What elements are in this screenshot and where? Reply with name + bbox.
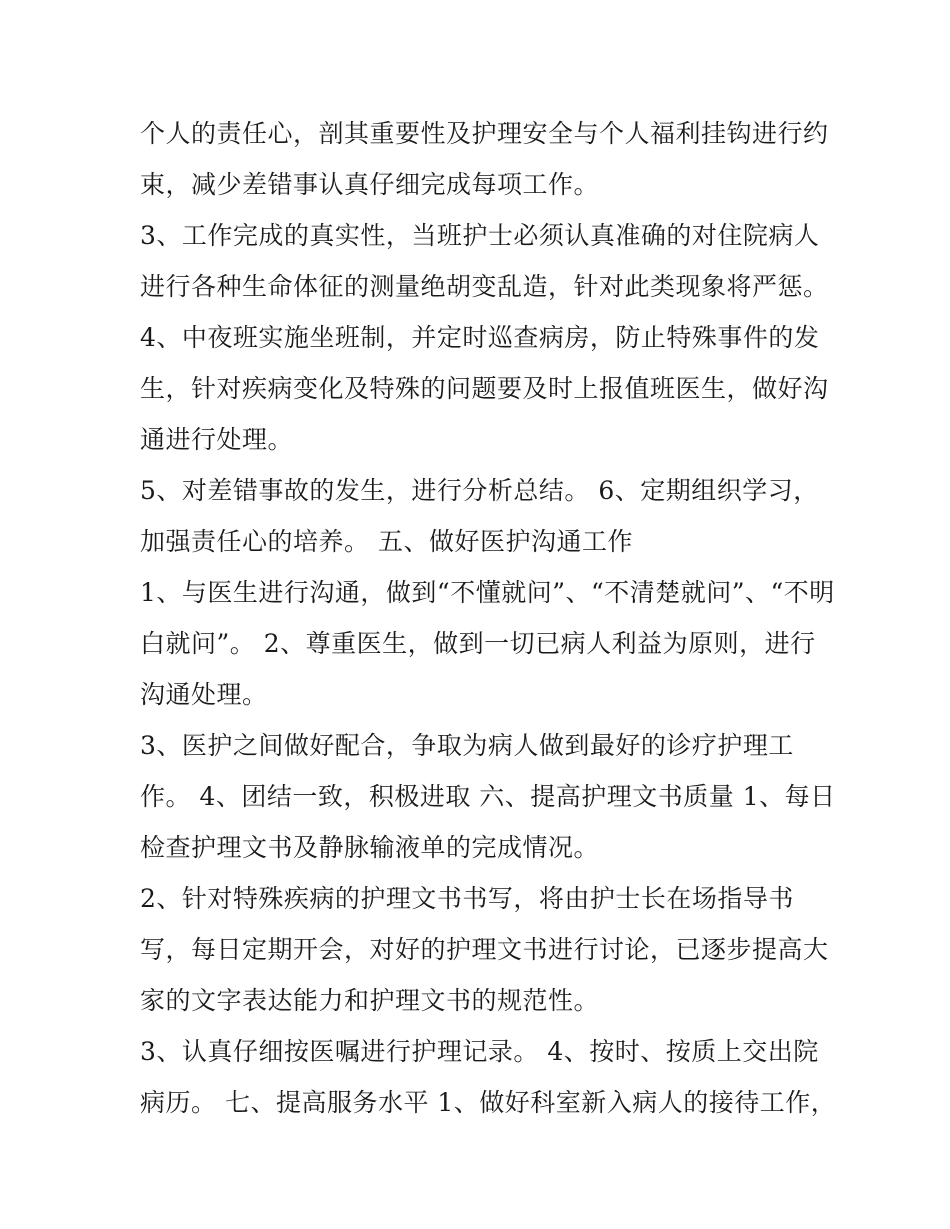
text-line: 通进行处理。 [140, 425, 294, 454]
text-line: 5、对差错事故的发生，进行分析总结。 6、定期组织学习， [140, 476, 819, 505]
text-line: 束，减少差错事认真仔细完成每项工作。 [140, 170, 600, 199]
text-line: 2、针对特殊疾病的护理文书书写，将由护士长在场指导书 [140, 884, 794, 913]
text-line: 3、医护之间做好配合，争取为病人做到最好的诊疗护理工 [140, 731, 794, 760]
text-line: 家的文字表达能力和护理文书的规范性。 [140, 986, 600, 1015]
text-line: 3、认真仔细按医嘱进行护理记录。 4、按时、按质上交出院 [140, 1037, 819, 1066]
text-line: 检查护理文书及静脉输液单的完成情况。 [140, 833, 600, 862]
text-line: 沟通处理。 [140, 680, 268, 709]
text-line: 白就问”。 2、尊重医生，做到一切已病人利益为原则，进行 [140, 629, 816, 658]
text-line: 个人的责任心，剖其重要性及护理安全与个人福利挂钩进行约 [140, 119, 829, 148]
body-text [140, 108, 840, 1128]
text-line: 3、工作完成的真实性，当班护士必须认真准确的对住院病人 [140, 221, 820, 250]
text-line: 写，每日定期开会，对好的护理文书进行讨论，已逐步提高大 [140, 935, 829, 964]
text-line: 加强责任心的培养。 五、做好医护沟通工作 [140, 527, 633, 556]
text-line: 生，针对疾病变化及特殊的问题要及时上报值班医生，做好沟 [140, 374, 829, 403]
text-line: 进行各种生命体征的测量绝胡变乱造，针对此类现象将严惩。 [140, 272, 829, 301]
text-line: 4、中夜班实施坐班制，并定时巡查病房，防止特殊事件的发 [140, 323, 820, 352]
text-line: 1、与医生进行沟通，做到“不懂就问”、“不清楚就问”、“不明 [140, 578, 835, 607]
text-line: 作。 4、团结一致，积极进取 六、提高护理文书质量 1、每日 [140, 782, 836, 811]
text-line: 病历。 七、提高服务水平 1、做好科室新入病人的接待工作， [140, 1088, 837, 1117]
